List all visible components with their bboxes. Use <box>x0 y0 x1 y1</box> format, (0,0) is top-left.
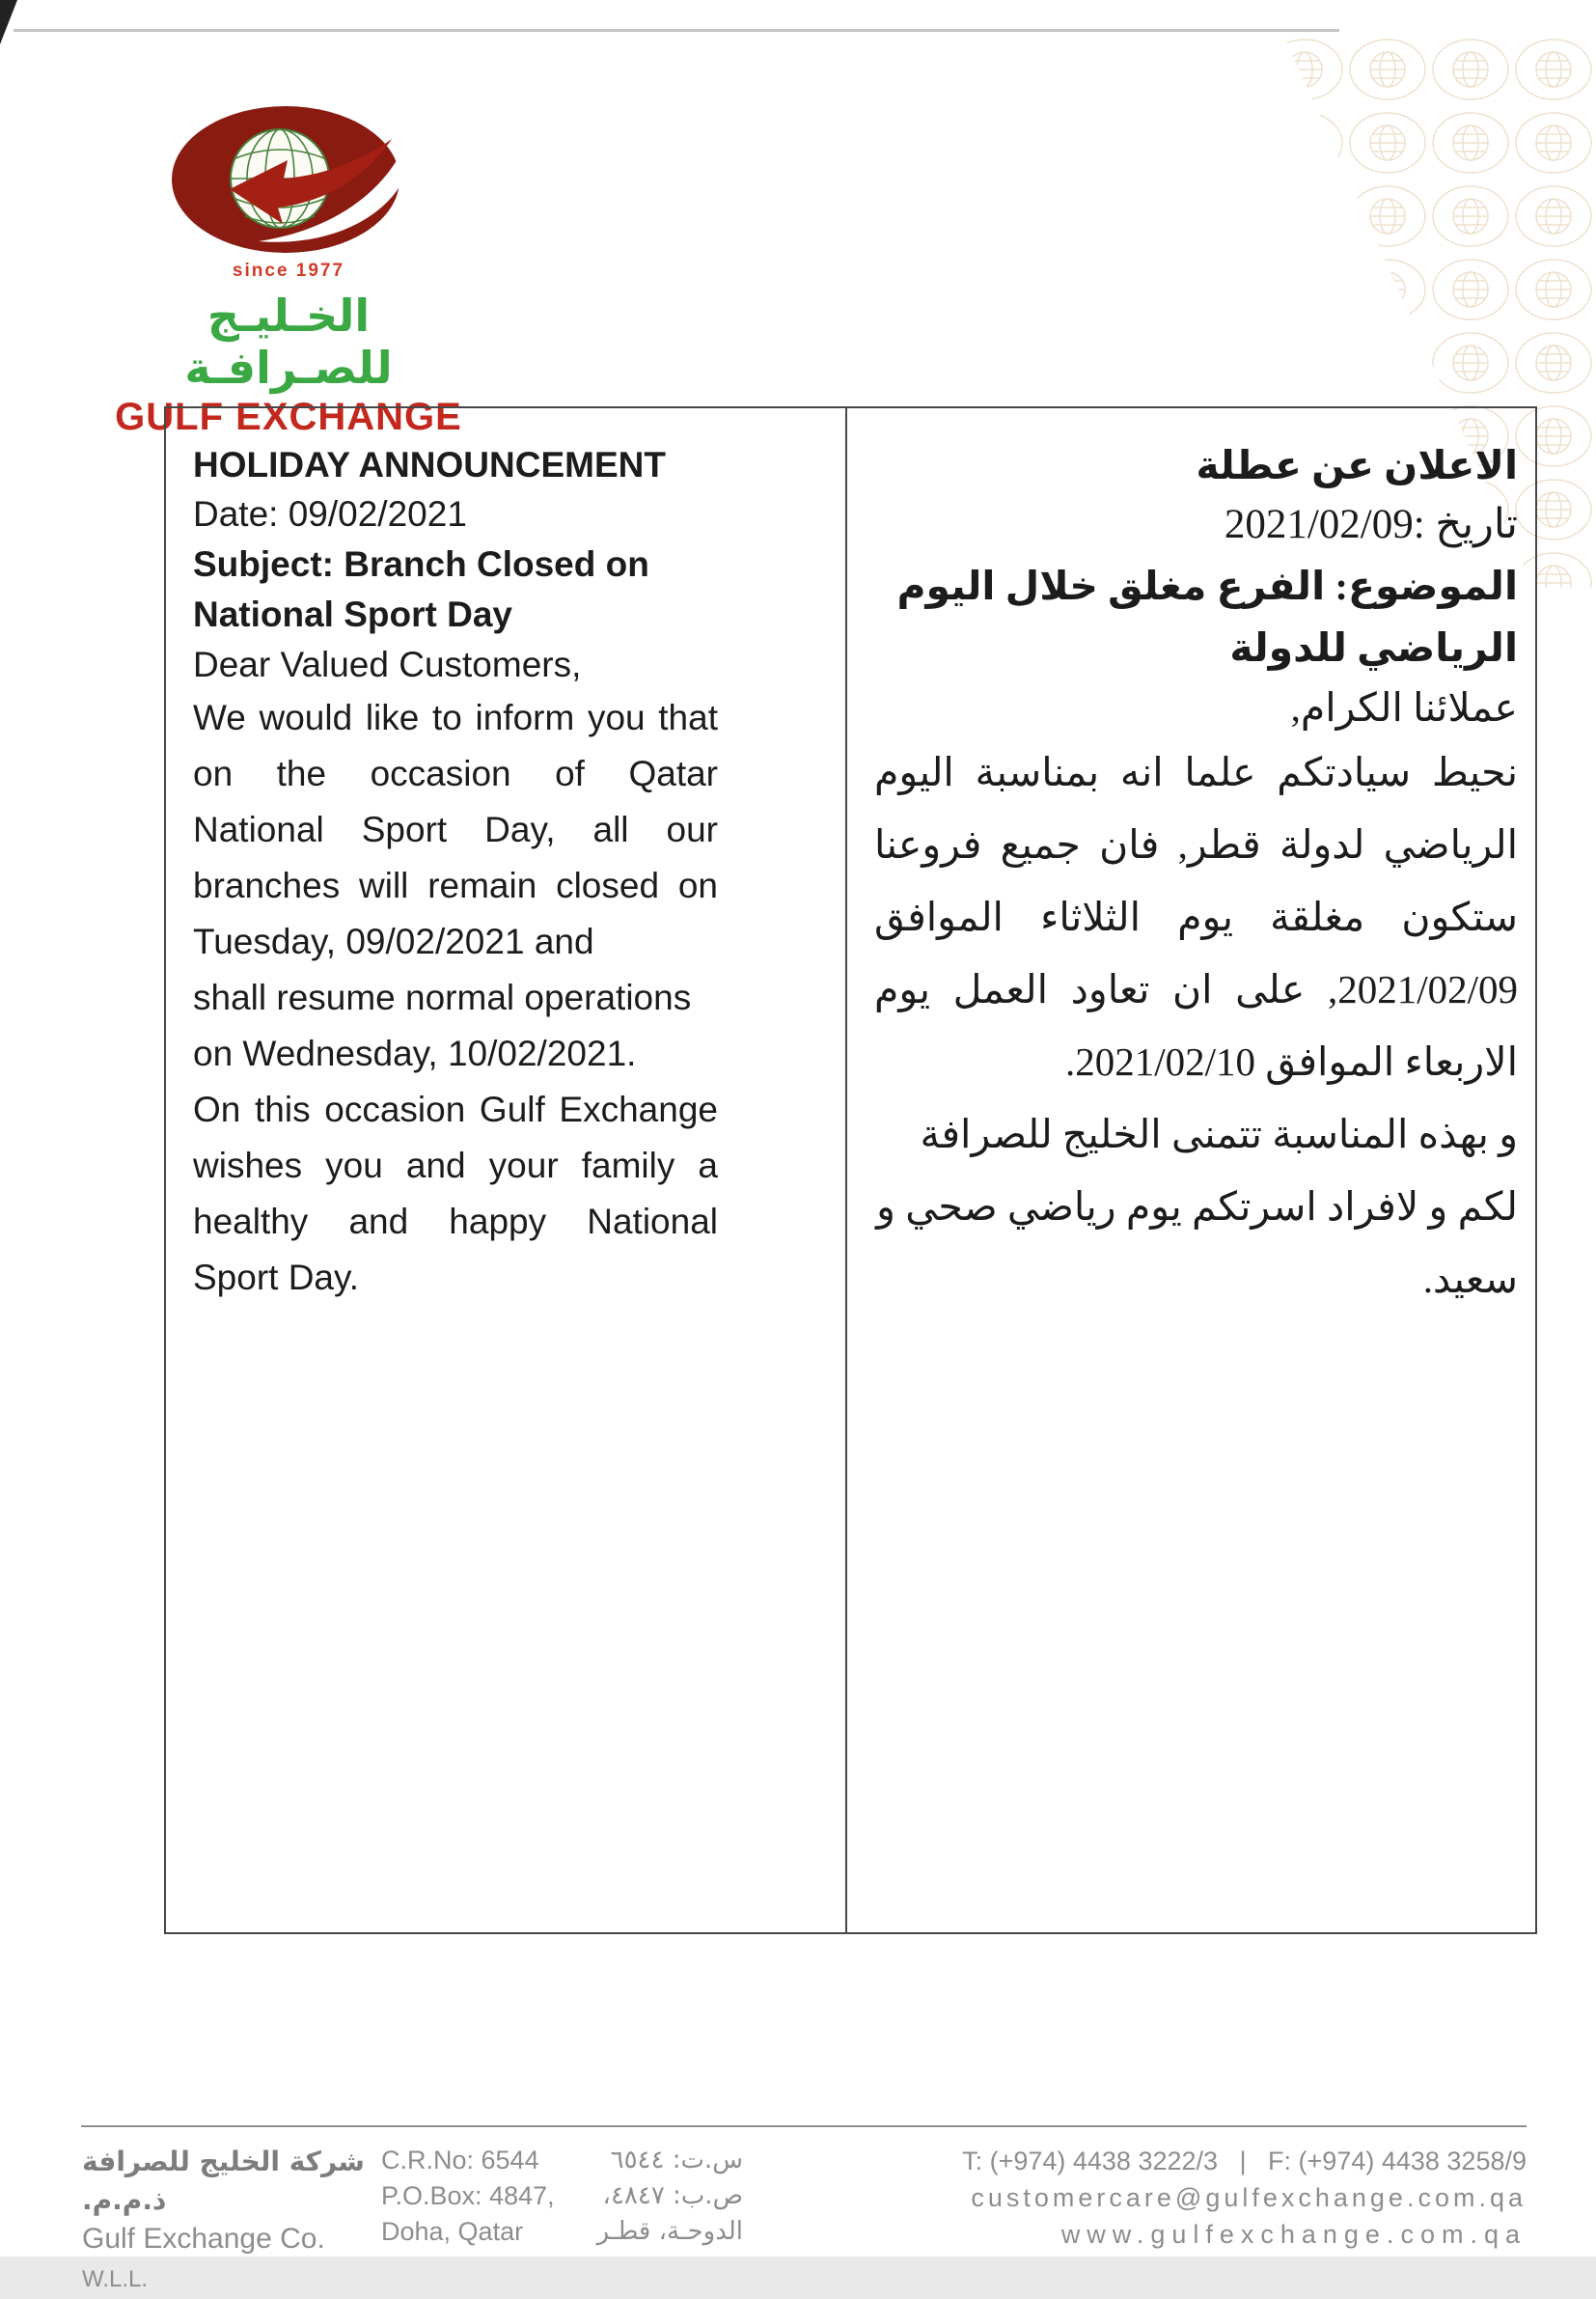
english-body-paragraph-1: We would like to inform you that on the occasion of Qatar National Sport Day, all our branches will remain closed on Tuesday, 09/02/2021 and <box>193 698 718 961</box>
scan-artifact-line <box>14 29 1339 32</box>
arabic-subject-line: الموضوع: الفرع مغلق خلال اليوم الرياضي للدولة <box>896 564 1518 670</box>
arabic-salutation: عملائنا الكرام, <box>1290 685 1518 730</box>
english-body-paragraph-1b: shall resume normal operations on Wednesday, 10/02/2021. <box>193 978 692 1073</box>
footer <box>82 2143 1527 2292</box>
footer-po-box: P.O.Box: 4847, <box>381 2181 555 2210</box>
footer-website: www.gulfexchange.com.qa <box>1060 2220 1527 2249</box>
footer-cr-number: C.R.No: 6544 <box>381 2146 539 2174</box>
english-body-paragraph-2: On this occasion Gulf Exchange wishes you and your family a healthy and happy National Sport Day. <box>193 1090 718 1297</box>
arabic-column <box>847 408 1535 1932</box>
company-logo <box>100 104 477 439</box>
logo-english-name: GULF EXCHANGE <box>115 396 462 438</box>
footer-po-box-arabic: ص.ب: ٤٨٤٧، <box>602 2181 743 2210</box>
arabic-date-line: تاريخ :2021/02/09 <box>1224 502 1518 547</box>
footer-company-block <box>82 2143 371 2299</box>
announcement-table <box>164 406 1537 1934</box>
footer-company-name-english: Gulf Exchange Co. W.L.L. <box>82 2223 325 2292</box>
footer-company-suffix: W.L.L. <box>82 2266 149 2292</box>
english-column <box>166 408 847 1932</box>
footer-contact-block <box>962 2143 1527 2253</box>
english-subject-line2: National Sport Day <box>193 595 512 634</box>
arabic-body-paragraph-1: نحيط سيادتكم علما انه بمناسبة اليوم الرياضي لدولة قطر, فان جميع فروعنا ستكون مغلقة يوم الثلاثاء الموافق 2021/02/09, على ان تعاود العمل يوم الاربعاء الموافق 2021/02/10. <box>874 750 1518 1084</box>
arabic-title: الاعلان عن عطلة <box>1196 443 1518 487</box>
arabic-body-paragraph-2: و بهذه المناسبة تتمنى الخليج للصرافة لكم و لافراد اسرتكم يوم رياضي صحي و سعيد. <box>876 1112 1518 1301</box>
footer-divider-line <box>81 2125 1527 2127</box>
logo-arabic-name: الخـليـج للصـرافـة <box>184 291 393 393</box>
logo-since-label: since 1977 <box>232 261 345 281</box>
footer-email: customercare@gulfexchange.com.qa <box>971 2183 1527 2212</box>
english-title: HOLIDAY ANNOUNCEMENT <box>193 445 666 485</box>
footer-registration-block-english <box>381 2143 555 2250</box>
english-subject-line <box>193 540 718 640</box>
footer-phone-fax: T: (+974) 4438 3222/3 | F: (+974) 4438 3258/9 <box>962 2147 1527 2175</box>
footer-city: Doha, Qatar <box>381 2217 524 2246</box>
footer-cr-number-arabic: س.ت: ٦٥٤٤ <box>610 2146 743 2174</box>
english-date-line: Date: 09/02/2021 <box>193 494 467 534</box>
footer-city-arabic: الدوحـة، قطـر <box>596 2217 743 2246</box>
scan-corner-artifact <box>0 0 17 44</box>
english-subject-line1: Subject: Branch Closed on <box>193 544 649 584</box>
footer-registration-block-arabic <box>564 2143 743 2250</box>
english-salutation: Dear Valued Customers, <box>193 645 582 684</box>
footer-company-name-arabic: شركة الخليج للصرافة ذ.م.م. <box>82 2146 365 2216</box>
globe-arrow-logo-icon <box>168 104 409 259</box>
